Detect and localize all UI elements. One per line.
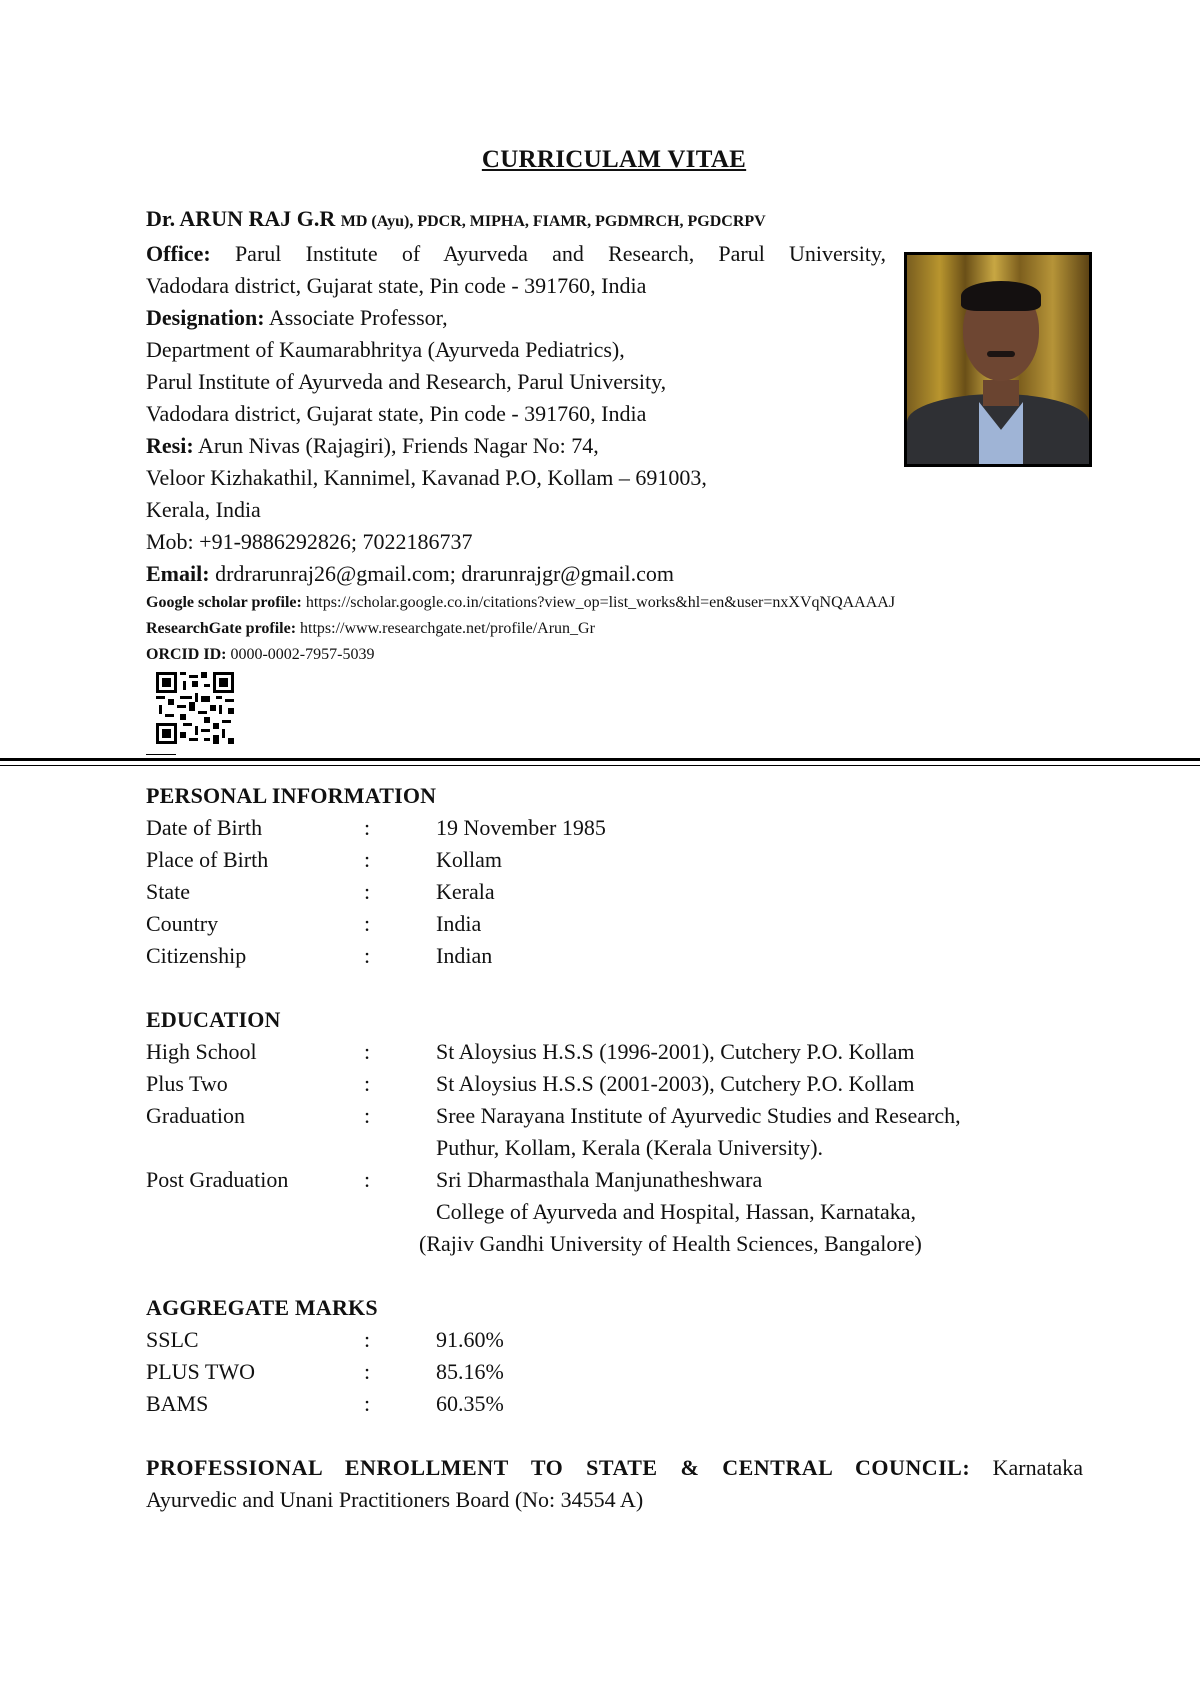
qr-code-icon	[156, 672, 234, 744]
row-value: 60.35%	[436, 1391, 504, 1416]
row-value: India	[436, 911, 482, 936]
office-address-2: Vadodara district, Gujarat state, Pin code - 391760, India	[146, 273, 647, 298]
aggregate-marks-section	[146, 1292, 504, 1420]
row-label: Post Graduation	[146, 1167, 289, 1192]
table-row	[146, 1132, 824, 1164]
table-row	[146, 1388, 504, 1420]
google-scholar-link[interactable]: https://scholar.google.co.in/citations?view_op=list_works&hl=en&user=nxXVqNQAAAAJ	[305, 594, 896, 611]
row-value: 91.60%	[436, 1327, 504, 1352]
table-row	[146, 1036, 915, 1068]
orcid-line	[146, 642, 886, 668]
email-line	[146, 558, 886, 590]
row-colon: :	[364, 847, 371, 872]
row-value: Indian	[436, 943, 493, 968]
table-row	[146, 1356, 504, 1388]
institute-address-line: Vadodara district, Gujarat state, Pin code - 391760, India	[146, 401, 647, 426]
table-row	[146, 1068, 915, 1100]
department-line: Department of Kaumarabhritya (Ayurveda Pediatrics),	[146, 337, 625, 362]
enrollment-heading: PROFESSIONAL ENROLLMENT TO STATE & CENTRAL COUNCIL:	[146, 1455, 971, 1480]
personal-information-title: PERSONAL INFORMATION	[146, 783, 437, 808]
header-divider-thick	[0, 758, 1200, 761]
institute-line: Parul Institute of Ayurveda and Research, Parul University,	[146, 369, 667, 394]
researchgate-label: ResearchGate profile:	[146, 620, 297, 637]
header-divider-thin	[0, 765, 1200, 766]
row-value: 19 November 1985	[436, 815, 606, 840]
row-value: St Aloysius H.S.S (1996-2001), Cutchery P.O. Kollam	[436, 1039, 915, 1064]
aggregate-marks-title: AGGREGATE MARKS	[146, 1295, 378, 1320]
enrollment-line-1	[146, 1452, 1083, 1484]
enrollment-value-2: Ayurvedic and Unani Practitioners Board (No: 34554 A)	[146, 1487, 644, 1512]
person-name: Dr. ARUN RAJ G.R	[146, 206, 336, 231]
row-value: Sri Dharmasthala Manjunatheshwara	[436, 1167, 763, 1192]
row-label: Plus Two	[146, 1071, 228, 1096]
office-address-1: Parul Institute of Ayurveda and Research, Parul University,	[234, 241, 886, 266]
name-line	[146, 203, 886, 238]
mobile-line: Mob: +91-9886292826; 7022186737	[146, 529, 473, 554]
residence-address-3: Kerala, India	[146, 497, 261, 522]
row-label: High School	[146, 1039, 257, 1064]
row-value: St Aloysius H.S.S (2001-2003), Cutchery P.O. Kollam	[436, 1071, 915, 1096]
row-colon: :	[364, 1039, 371, 1064]
personal-information-section	[146, 780, 606, 972]
row-colon: :	[364, 879, 371, 904]
row-value-continued: College of Ayurveda and Hospital, Hassan, Karnataka,	[436, 1199, 917, 1224]
residence-address-1: Arun Nivas (Rajagiri), Friends Nagar No: 74,	[197, 433, 599, 458]
residence-address-2: Veloor Kizhakathil, Kannimel, Kavanad P.O, Kollam – 691003,	[146, 465, 707, 490]
email-label: Email:	[146, 561, 210, 586]
person-qualifications: MD (Ayu), PDCR, MIPHA, FIAMR, PGDMRCH, PGDCRPV	[340, 213, 766, 230]
google-scholar-line	[146, 590, 896, 616]
contact-header	[146, 203, 896, 668]
row-colon: :	[364, 1391, 371, 1416]
document-title: CURRICULAM VITAE	[481, 146, 747, 173]
enrollment-value-1: Karnataka	[992, 1455, 1083, 1480]
table-row	[146, 1228, 922, 1260]
row-colon: :	[364, 1359, 371, 1384]
row-label: BAMS	[146, 1391, 209, 1416]
row-colon: :	[364, 815, 371, 840]
row-label: State	[146, 879, 190, 904]
researchgate-link[interactable]: https://www.researchgate.net/profile/Arun_Gr	[300, 620, 595, 637]
row-label: Place of Birth	[146, 847, 269, 872]
row-label: PLUS TWO	[146, 1359, 255, 1384]
photo-hair-shape	[961, 281, 1041, 311]
residence-line-1	[146, 430, 886, 462]
education-title: EDUCATION	[146, 1007, 281, 1032]
google-scholar-label: Google scholar profile:	[146, 594, 302, 611]
table-row	[146, 908, 482, 940]
education-section	[146, 1004, 961, 1260]
photo-neck-shape	[983, 380, 1019, 406]
table-row	[146, 876, 495, 908]
professional-enrollment-section	[146, 1452, 1083, 1516]
orcid-value: 0000-0002-7957-5039	[230, 646, 375, 663]
researchgate-line	[146, 616, 886, 642]
table-row	[146, 844, 502, 876]
table-row	[146, 812, 606, 844]
row-label: SSLC	[146, 1327, 199, 1352]
email-value[interactable]: drdrarunraj26@gmail.com; drarunrajgr@gmail.com	[215, 561, 675, 586]
residence-label: Resi:	[146, 433, 194, 458]
row-colon: :	[364, 1327, 371, 1352]
row-label: Date of Birth	[146, 815, 263, 840]
designation-line	[146, 302, 886, 334]
row-colon: :	[364, 911, 371, 936]
row-value-continued: (Rajiv Gandhi University of Health Sciences, Bangalore)	[419, 1231, 922, 1256]
row-value: Kollam	[436, 847, 502, 872]
table-row	[146, 1164, 763, 1196]
designation-label: Designation:	[146, 305, 265, 330]
row-value-continued: Puthur, Kollam, Kerala (Kerala University).	[436, 1135, 824, 1160]
designation-value: Associate Professor,	[268, 305, 448, 330]
table-row	[146, 1196, 917, 1228]
row-colon: :	[364, 1103, 371, 1128]
row-value: Kerala	[436, 879, 495, 904]
row-value: Sree Narayana Institute of Ayurvedic Studies and Research,	[436, 1103, 961, 1128]
table-row	[146, 1324, 504, 1356]
row-value: 85.16%	[436, 1359, 504, 1384]
row-label: Citizenship	[146, 943, 247, 968]
office-label: Office:	[146, 241, 211, 266]
profile-photo	[904, 252, 1092, 467]
office-line-1	[146, 238, 886, 270]
divider-stub	[146, 754, 176, 755]
table-row	[146, 1100, 961, 1132]
photo-mustache-shape	[987, 351, 1015, 357]
row-colon: :	[364, 943, 371, 968]
table-row	[146, 940, 493, 972]
row-colon: :	[364, 1071, 371, 1096]
row-colon: :	[364, 1167, 371, 1192]
orcid-label: ORCID ID:	[146, 646, 227, 663]
row-label: Country	[146, 911, 219, 936]
row-label: Graduation	[146, 1103, 245, 1128]
